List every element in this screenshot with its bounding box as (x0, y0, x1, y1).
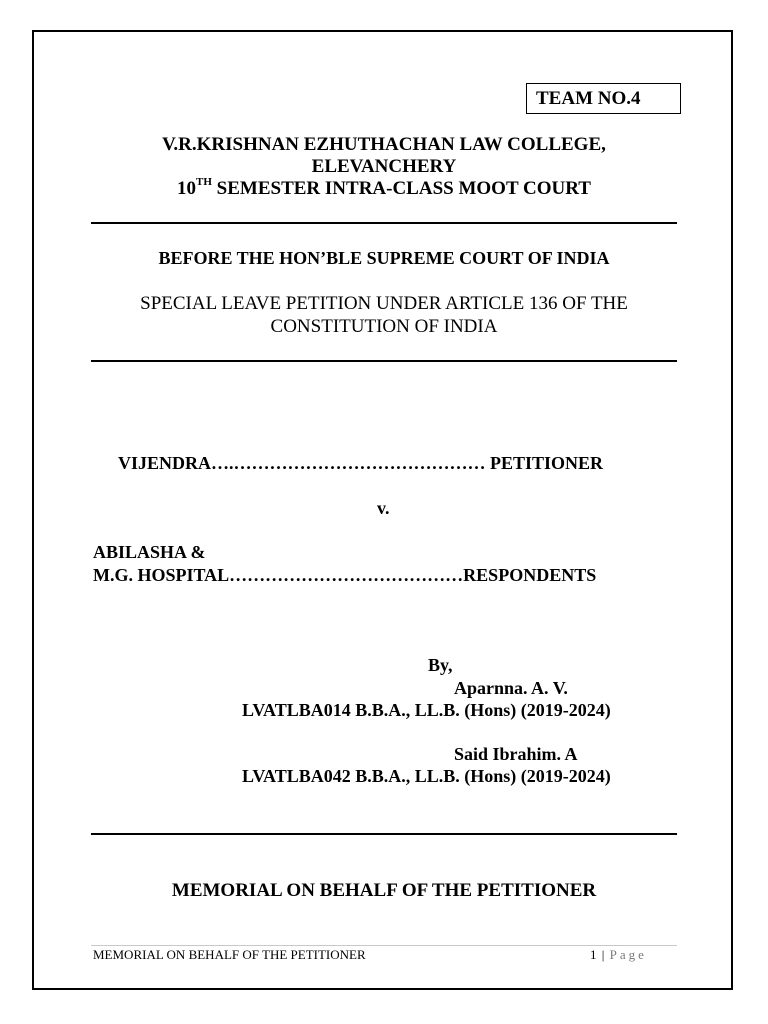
author2-name: Said Ibrahim. A (454, 744, 578, 764)
by-label: By, (428, 655, 453, 675)
college-name-line1: V.R.KRISHNAN EZHUTHACHAN LAW COLLEGE, (162, 134, 606, 155)
divider-bottom (91, 833, 677, 835)
petitioner-line: VIJENDRA….…………………………………… PETITIONER (118, 453, 604, 473)
divider-middle (91, 360, 677, 362)
divider-top (91, 222, 677, 224)
semester-number: 10 (177, 178, 197, 199)
respondent-line1: ABILASHA & (93, 542, 206, 562)
team-number-box: TEAM NO.4 (526, 83, 681, 114)
page-number: 1 | (590, 947, 610, 962)
court-heading: BEFORE THE HON’BLE SUPREME COURT OF INDIA (158, 248, 610, 268)
footer-text: MEMORIAL ON BEHALF OF THE PETITIONER (93, 947, 366, 962)
footer-page-number (590, 947, 647, 963)
slp-line2: CONSTITUTION OF INDIA (270, 316, 498, 337)
memorial-title: MEMORIAL ON BEHALF OF THE PETITIONER (171, 880, 597, 901)
slp-line1: SPECIAL LEAVE PETITION UNDER ARTICLE 136 OF THE (140, 293, 628, 314)
college-title (90, 134, 678, 200)
versus-label: v. (377, 498, 390, 518)
footer-divider (91, 945, 677, 946)
author1-name: Aparnna. A. V. (454, 678, 568, 698)
slp-heading (90, 292, 678, 338)
semester-superscript: TH (196, 175, 212, 188)
author2-details: LVATLBA042 B.B.A., LL.B. (Hons) (2019-2024) (242, 766, 611, 786)
college-name-line2: ELEVANCHERY (311, 156, 457, 177)
respondent-line2: M.G. HOSPITAL…………………………………RESPONDENTS (93, 565, 597, 585)
semester-text: SEMESTER INTRA-CLASS MOOT COURT (211, 178, 591, 199)
semester-line (90, 175, 678, 200)
page-label: Page (609, 947, 647, 962)
author1-details: LVATLBA014 B.B.A., LL.B. (Hons) (2019-2024) (242, 700, 611, 720)
